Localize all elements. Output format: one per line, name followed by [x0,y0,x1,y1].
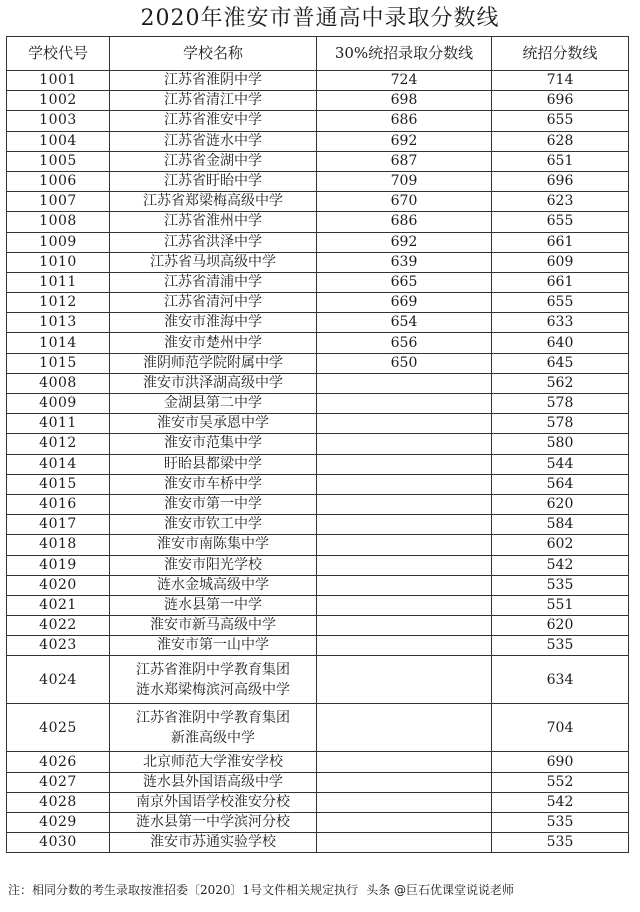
score-general-cell: 580 [492,434,629,454]
score-30pct-cell: 639 [317,252,492,272]
score-table [6,36,629,853]
score-30pct-cell: 692 [317,131,492,151]
school-name-cell [110,813,317,833]
table-row [7,232,629,252]
score-general-cell: 584 [492,515,629,535]
school-name-cell [110,555,317,575]
header-general-score: 统招分数线 [492,37,629,71]
score-general-cell: 661 [492,272,629,292]
table-row [7,91,629,111]
header-30pct-score: 30%统招录取分数线 [317,37,492,71]
school-name-line: 江苏省涟水中学 [164,132,262,149]
school-name-line: 江苏省清河中学 [164,294,262,311]
school-name-cell [110,333,317,353]
footnote [8,880,638,900]
school-name-cell [110,434,317,454]
score-30pct-cell: 656 [317,333,492,353]
school-code-cell: 4026 [7,752,110,772]
school-code-cell: 1012 [7,293,110,313]
table-row [7,515,629,535]
score-30pct-cell [317,535,492,555]
school-name-cell [110,616,317,636]
school-name-cell [110,212,317,232]
school-name-cell [110,394,317,414]
table-row [7,616,629,636]
score-30pct-cell: 686 [317,212,492,232]
score-general-cell: 628 [492,131,629,151]
score-30pct-cell [317,555,492,575]
school-name-line: 涟水县外国语高级中学 [143,773,283,790]
score-general-cell: 690 [492,752,629,772]
header-school-code: 学校代号 [7,37,110,71]
school-name-cell [110,515,317,535]
school-name-cell [110,772,317,792]
school-name-cell [110,232,317,252]
score-30pct-cell [317,575,492,595]
school-name-line: 淮安市车桥中学 [164,475,262,492]
school-code-cell: 1006 [7,171,110,191]
score-30pct-cell: 654 [317,313,492,333]
school-name-cell [110,111,317,131]
school-name-cell [110,454,317,474]
school-name-cell [110,71,317,91]
school-name-cell [110,833,317,853]
score-30pct-cell: 709 [317,171,492,191]
score-30pct-cell [317,656,492,704]
school-code-cell: 4016 [7,494,110,514]
score-general-cell: 564 [492,474,629,494]
table-row [7,656,629,704]
score-general-cell: 578 [492,414,629,434]
table-row [7,293,629,313]
score-general-cell: 623 [492,192,629,212]
score-general-cell: 655 [492,293,629,313]
table-row [7,252,629,272]
school-name-cell [110,474,317,494]
score-30pct-cell [317,595,492,615]
school-name-line: 淮安市洪泽湖高级中学 [143,374,283,391]
score-30pct-cell [317,434,492,454]
school-name-line: 江苏省淮州中学 [164,213,262,230]
score-30pct-cell [317,616,492,636]
score-30pct-cell [317,704,492,752]
score-30pct-cell [317,636,492,656]
school-code-cell: 4011 [7,414,110,434]
score-general-cell: 578 [492,394,629,414]
school-code-cell: 4020 [7,575,110,595]
school-name-line: 淮安市淮海中学 [164,314,262,331]
table-row [7,454,629,474]
page-title: 2020年淮安市普通高中录取分数线 [140,6,500,31]
score-general-cell: 544 [492,454,629,474]
table-row [7,131,629,151]
school-code-cell: 4012 [7,434,110,454]
watermark-credit: 头条 @巨石优课堂说说老师 [366,883,515,897]
school-code-cell: 4018 [7,535,110,555]
school-name-cell [110,373,317,393]
school-name-line: 淮安市范集中学 [164,435,262,452]
score-general-cell: 620 [492,616,629,636]
school-name-line: 涟水郑梁梅滨河高级中学 [136,681,290,698]
school-name-line: 淮安市苏通实验学校 [150,834,276,851]
score-30pct-cell: 670 [317,192,492,212]
school-code-cell: 4014 [7,454,110,474]
table-row [7,833,629,853]
school-code-cell: 1001 [7,71,110,91]
school-code-cell: 1002 [7,91,110,111]
school-name-cell [110,414,317,434]
score-30pct-cell [317,494,492,514]
school-name-line: 淮安市新马高级中学 [150,617,276,634]
table-row [7,373,629,393]
school-name-line: 江苏省清浦中学 [164,273,262,290]
score-general-cell: 535 [492,833,629,853]
table-row [7,434,629,454]
school-name-cell [110,313,317,333]
table-row [7,704,629,752]
school-code-cell: 1014 [7,333,110,353]
school-name-line: 金湖县第二中学 [164,395,262,412]
score-general-cell: 651 [492,151,629,171]
school-name-cell [110,252,317,272]
school-name-cell [110,272,317,292]
school-name-line: 南京外国语学校淮安分校 [136,793,290,810]
table-row [7,555,629,575]
school-code-cell: 4029 [7,813,110,833]
score-30pct-cell [317,373,492,393]
school-name-cell [110,575,317,595]
score-30pct-cell: 665 [317,272,492,292]
score-30pct-cell [317,474,492,494]
table-row [7,171,629,191]
school-name-cell [110,293,317,313]
school-name-line: 江苏省淮阴中学教育集团 [136,709,290,726]
school-name-cell [110,704,317,752]
school-name-cell [110,131,317,151]
score-general-cell: 609 [492,252,629,272]
school-name-cell [110,752,317,772]
school-name-line: 江苏省金湖中学 [164,152,262,169]
school-code-cell: 4017 [7,515,110,535]
school-name-cell [110,595,317,615]
score-30pct-cell [317,813,492,833]
school-name-cell [110,171,317,191]
table-row [7,353,629,373]
score-general-cell: 634 [492,656,629,704]
score-30pct-cell: 686 [317,111,492,131]
score-general-cell: 535 [492,575,629,595]
score-general-cell: 620 [492,494,629,514]
school-code-cell: 1011 [7,272,110,292]
score-general-cell: 655 [492,212,629,232]
table-row [7,813,629,833]
score-general-cell: 714 [492,71,629,91]
school-name-line: 江苏省淮安中学 [164,112,262,129]
score-30pct-cell: 687 [317,151,492,171]
school-name-line: 盱眙县都梁中学 [164,455,262,472]
school-code-cell: 1008 [7,212,110,232]
table-row [7,636,629,656]
school-name-line: 淮安市钦工中学 [164,516,262,533]
score-30pct-cell [317,454,492,474]
school-name-line: 淮阴师范学院附属中学 [143,354,283,371]
school-code-cell: 4008 [7,373,110,393]
table-row [7,192,629,212]
school-name-cell [110,151,317,171]
school-code-cell: 4021 [7,595,110,615]
school-name-line: 涟水县第一中学滨河分校 [136,814,290,831]
table-body [7,71,629,853]
score-general-cell: 696 [492,171,629,191]
school-code-cell: 1003 [7,111,110,131]
score-general-cell: 645 [492,353,629,373]
table-row [7,394,629,414]
school-name-line: 涟水县第一中学 [164,596,262,613]
school-name-line: 江苏省清江中学 [164,92,262,109]
school-code-cell: 4024 [7,656,110,704]
score-30pct-cell: 692 [317,232,492,252]
score-general-cell: 552 [492,772,629,792]
school-code-cell: 1004 [7,131,110,151]
score-general-cell: 562 [492,373,629,393]
school-name-cell [110,636,317,656]
school-code-cell: 4019 [7,555,110,575]
school-code-cell: 4009 [7,394,110,414]
score-general-cell: 696 [492,91,629,111]
table-row [7,151,629,171]
school-name-line: 淮安市阳光学校 [164,556,262,573]
table-row [7,752,629,772]
table-row [7,111,629,131]
score-30pct-cell [317,752,492,772]
score-30pct-cell: 669 [317,293,492,313]
school-name-line: 淮安市第一中学 [164,496,262,513]
school-name-line: 江苏省郑梁梅高级中学 [143,193,283,210]
score-general-cell: 661 [492,232,629,252]
table-row [7,71,629,91]
table-row [7,272,629,292]
table-row [7,474,629,494]
school-name-line: 涟水金城高级中学 [157,576,269,593]
table-row [7,792,629,812]
school-name-line: 江苏省洪泽中学 [164,233,262,250]
school-name-cell [110,656,317,704]
score-general-cell: 704 [492,704,629,752]
school-name-cell [110,535,317,555]
table-row [7,414,629,434]
score-general-cell: 542 [492,792,629,812]
school-name-cell [110,792,317,812]
school-code-cell: 4028 [7,792,110,812]
school-name-line: 北京师范大学淮安学校 [143,753,283,770]
score-general-cell: 602 [492,535,629,555]
school-code-cell: 1005 [7,151,110,171]
footnote-text: 注：相同分数的考生录取按淮招委〔2020〕1号文件相关规定执行 [8,883,359,897]
score-30pct-cell: 650 [317,353,492,373]
school-name-line: 淮安市南陈集中学 [157,536,269,553]
table-row [7,535,629,555]
score-30pct-cell [317,515,492,535]
score-general-cell: 551 [492,595,629,615]
score-general-cell: 535 [492,636,629,656]
score-general-cell: 640 [492,333,629,353]
score-general-cell: 633 [492,313,629,333]
header-school-name: 学校名称 [110,37,317,71]
school-code-cell: 4022 [7,616,110,636]
school-name-cell [110,353,317,373]
table-row [7,333,629,353]
table-row [7,313,629,333]
school-name-cell [110,494,317,514]
score-30pct-cell [317,394,492,414]
table-row [7,595,629,615]
school-code-cell: 1010 [7,252,110,272]
score-30pct-cell [317,792,492,812]
table-row [7,772,629,792]
header-row [7,37,629,71]
school-name-line: 淮安市吴承恩中学 [157,415,269,432]
score-30pct-cell [317,833,492,853]
school-name-cell [110,91,317,111]
school-code-cell: 1007 [7,192,110,212]
school-name-cell [110,192,317,212]
school-code-cell: 4025 [7,704,110,752]
table-row [7,575,629,595]
school-name-line: 淮安市第一山中学 [157,637,269,654]
school-code-cell: 4023 [7,636,110,656]
school-code-cell: 1009 [7,232,110,252]
score-general-cell: 535 [492,813,629,833]
school-name-line: 淮安市楚州中学 [164,334,262,351]
school-name-line: 江苏省盱眙中学 [164,173,262,190]
table-row [7,494,629,514]
school-name-line: 新淮高级中学 [171,729,255,746]
score-30pct-cell: 698 [317,91,492,111]
score-30pct-cell [317,414,492,434]
score-general-cell: 542 [492,555,629,575]
school-name-line: 江苏省淮阴中学教育集团 [136,661,290,678]
school-name-line: 江苏省马坝高级中学 [150,253,276,270]
school-name-line: 江苏省淮阴中学 [164,72,262,89]
score-30pct-cell [317,772,492,792]
score-30pct-cell: 724 [317,71,492,91]
school-code-cell: 4027 [7,772,110,792]
school-code-cell: 4015 [7,474,110,494]
school-code-cell: 4030 [7,833,110,853]
score-general-cell: 655 [492,111,629,131]
school-code-cell: 1013 [7,313,110,333]
table-row [7,212,629,232]
school-code-cell: 1015 [7,353,110,373]
